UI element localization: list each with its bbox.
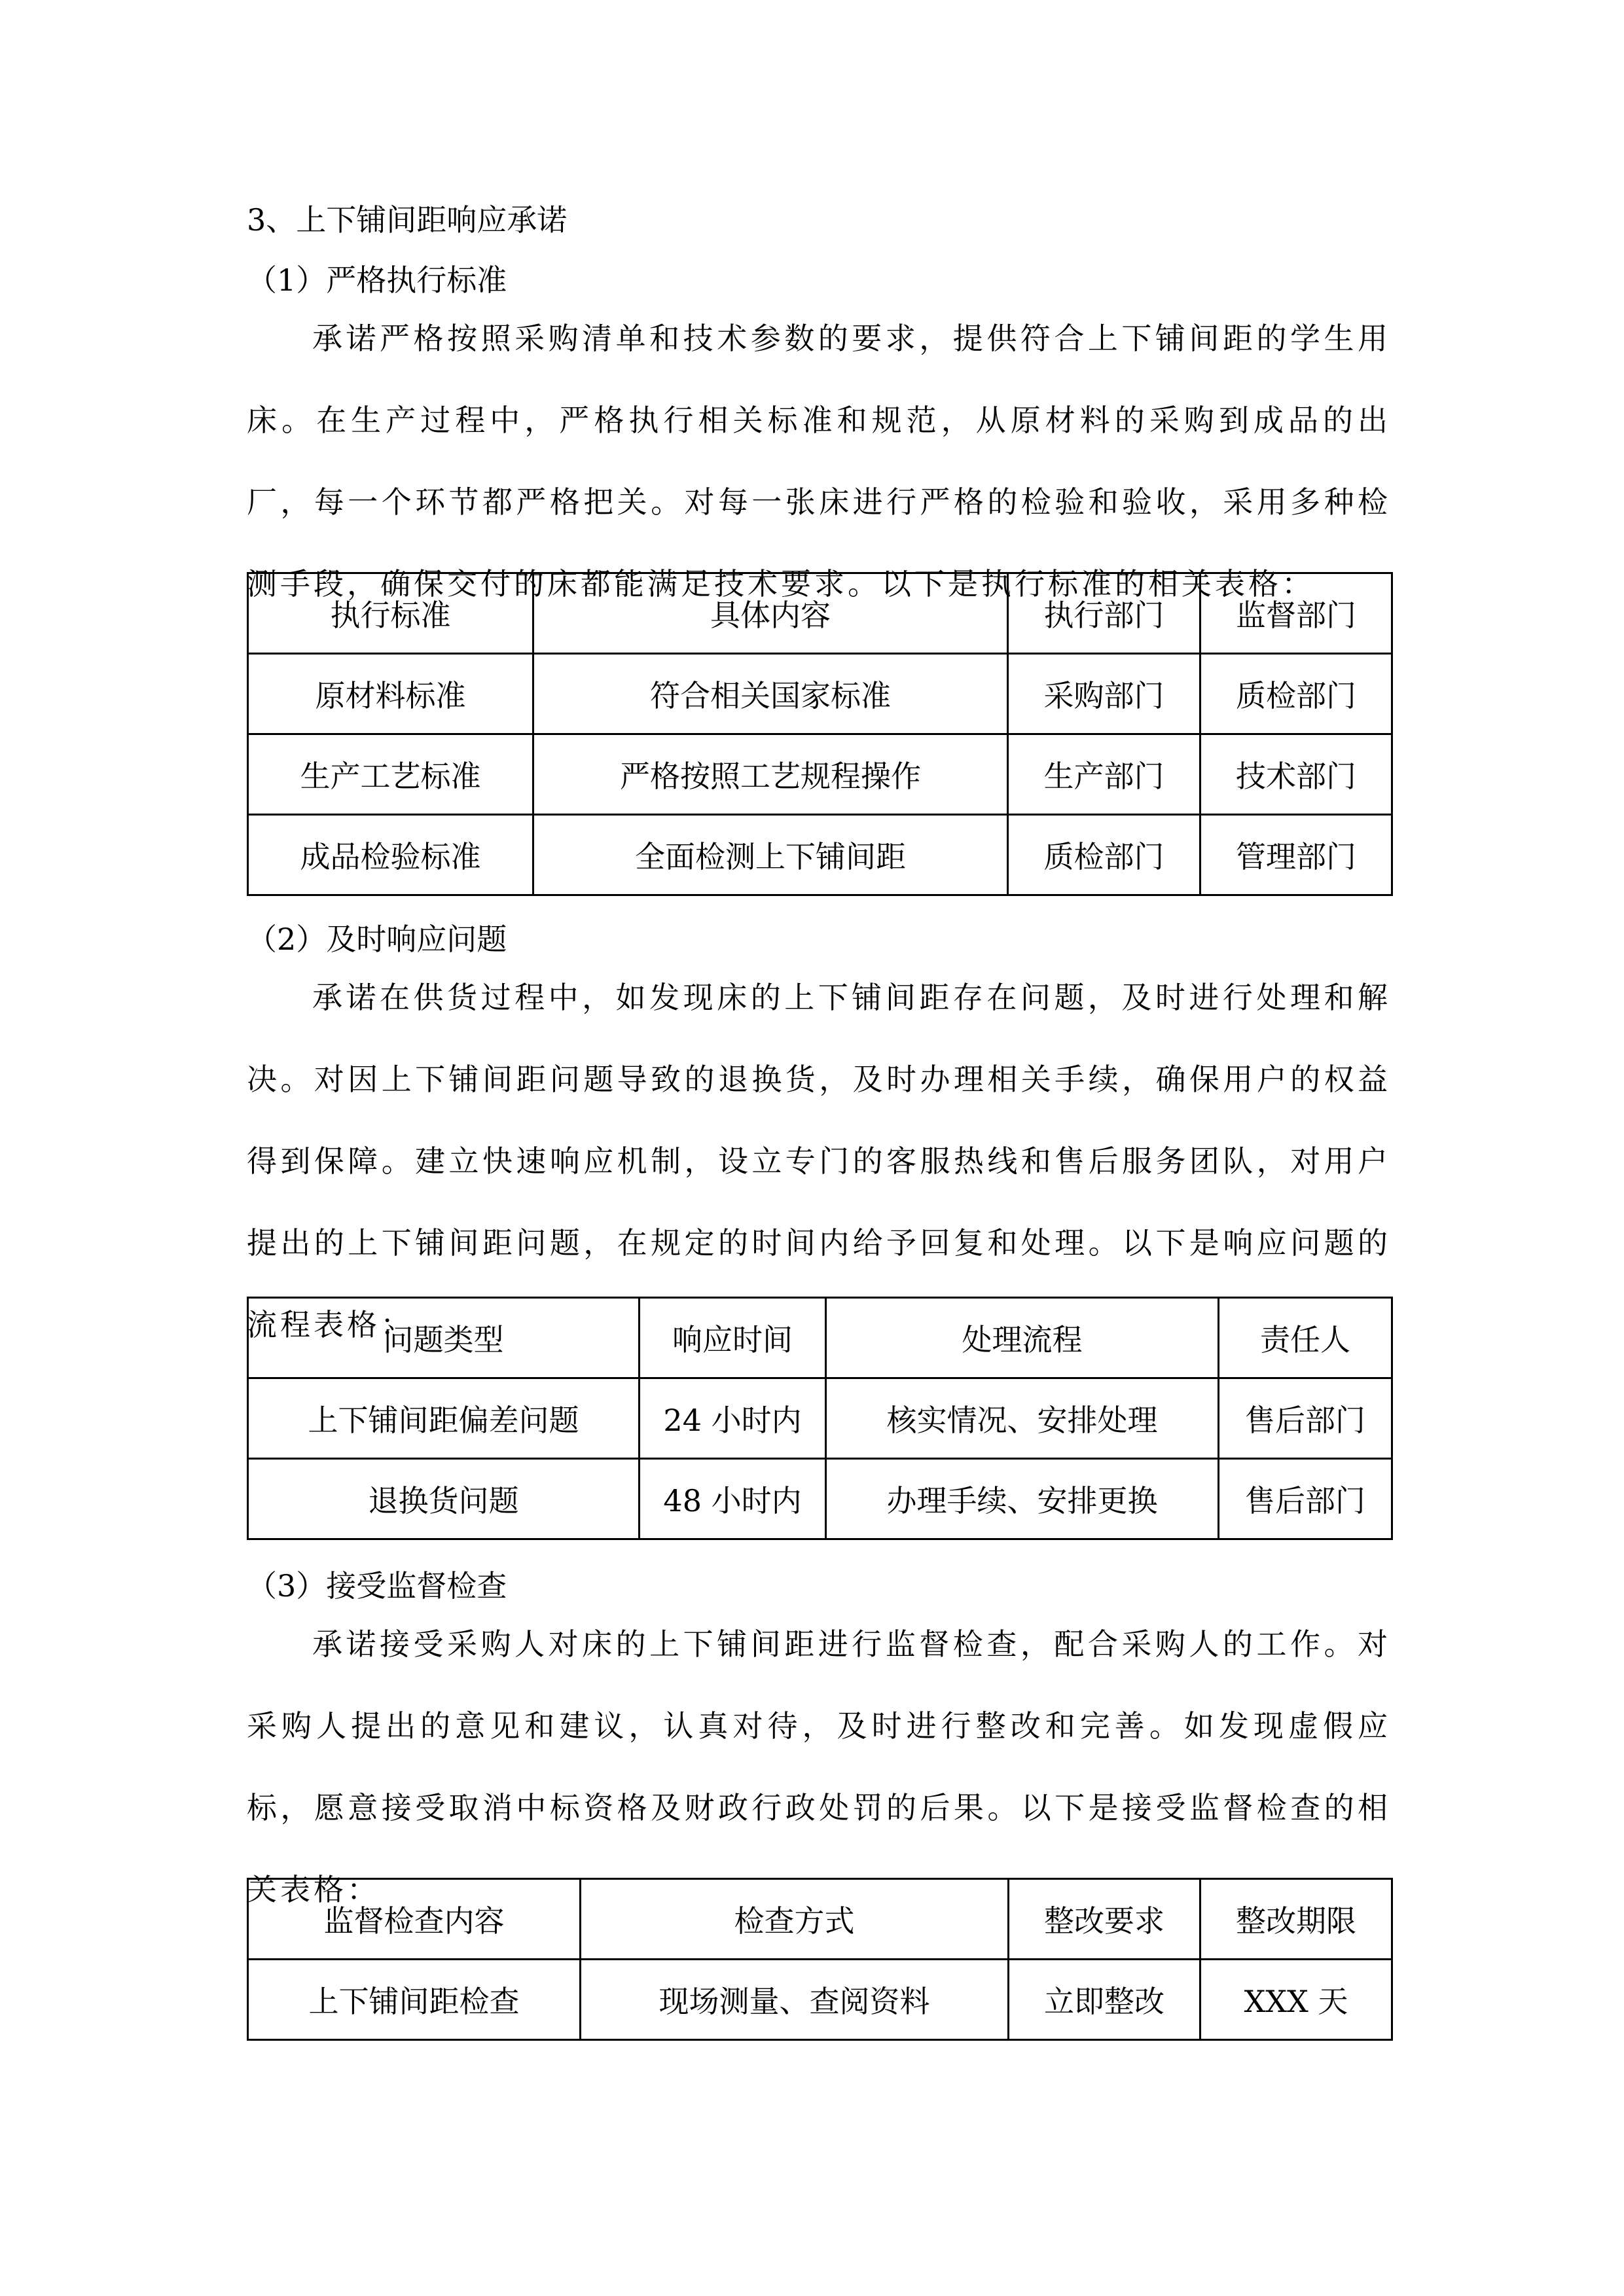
table-cell: 质检部门	[1200, 654, 1392, 734]
table-cell: 上下铺间距偏差问题	[248, 1378, 640, 1459]
table-cell: 生产工艺标准	[248, 734, 533, 815]
table-header-cell: 责任人	[1219, 1298, 1392, 1378]
table-header-cell: 响应时间	[640, 1298, 826, 1378]
table-cell: 质检部门	[1008, 815, 1200, 895]
table-header-cell: 整改要求	[1009, 1879, 1200, 1960]
table-cell: 售后部门	[1219, 1378, 1392, 1459]
table-row	[248, 1960, 1392, 2040]
table-cell: 符合相关国家标准	[533, 654, 1008, 734]
table-cell: 原材料标准	[248, 654, 533, 734]
table-header-cell: 监督检查内容	[248, 1879, 581, 1960]
table-cell: 现场测量、查阅资料	[581, 1960, 1009, 2040]
table-header-cell: 问题类型	[248, 1298, 640, 1378]
table-cell: 成品检验标准	[248, 815, 533, 895]
table-cell: 严格按照工艺规程操作	[533, 734, 1008, 815]
part2-paragraph: 承诺在供货过程中，如发现床的上下铺间距存在问题，及时进行处理和解决。对因上下铺间距问题导致的退换货，及时办理相关手续，确保用户的权益得到保障。建立快速响应机制，设立专门的客服热线和售后服务团队，对用户提出的上下铺间距问题，在规定的时间内给予回复和处理。以下是响应问题的流程表格：	[247, 980, 1391, 1342]
table-cell: 技术部门	[1200, 734, 1392, 815]
table-cell: 退换货问题	[248, 1459, 640, 1539]
table-cell: 管理部门	[1200, 815, 1392, 895]
table-header-cell: 整改期限	[1200, 1879, 1392, 1960]
table-cell: 立即整改	[1009, 1960, 1200, 2040]
part1-title: （1）严格执行标准	[247, 262, 507, 298]
table-cell: 生产部门	[1008, 734, 1200, 815]
table-header-cell: 具体内容	[533, 573, 1008, 654]
table-header-row	[248, 1298, 1392, 1378]
response-table	[247, 1297, 1393, 1540]
part3-paragraph: 承诺接受采购人对床的上下铺间距进行监督检查，配合采购人的工作。对采购人提出的意见和建议，认真对待，及时进行整改和完善。如发现虚假应标，愿意接受取消中标资格及财政行政处罚的后果。以下是接受监督检查的相关表格：	[247, 1626, 1391, 1907]
table-row	[248, 734, 1392, 815]
standards-table	[247, 572, 1393, 896]
part1-paragraph: 承诺严格按照采购清单和技术参数的要求，提供符合上下铺间距的学生用床。在生产过程中，严格执行相关标准和规范，从原材料的采购到成品的出厂，每一个环节都严格把关。对每一张床进行严格的检验和验收，采用多种检测手段，确保交付的床都能满足技术要求。以下是执行标准的相关表格：	[247, 321, 1391, 601]
section-heading: 3、上下铺间距响应承诺	[247, 202, 568, 238]
table-header-row	[248, 573, 1392, 654]
part3-title: （3）接受监督检查	[247, 1568, 507, 1604]
table-row	[248, 654, 1392, 734]
table-cell: XXX 天	[1200, 1960, 1392, 2040]
table-header-cell: 检查方式	[581, 1879, 1009, 1960]
table-row	[248, 1459, 1392, 1539]
table-row	[248, 815, 1392, 895]
table-cell: 核实情况、安排处理	[826, 1378, 1219, 1459]
table-row	[248, 1378, 1392, 1459]
table-cell: 上下铺间距检查	[248, 1960, 581, 2040]
table-cell: 售后部门	[1219, 1459, 1392, 1539]
table-cell: 48 小时内	[640, 1459, 826, 1539]
table-cell: 24 小时内	[640, 1378, 826, 1459]
supervision-table	[247, 1878, 1393, 2041]
table-header-row	[248, 1879, 1392, 1960]
part2-title: （2）及时响应问题	[247, 922, 507, 957]
table-header-cell: 监督部门	[1200, 573, 1392, 654]
table-cell: 办理手续、安排更换	[826, 1459, 1219, 1539]
table-cell: 全面检测上下铺间距	[533, 815, 1008, 895]
table-cell: 采购部门	[1008, 654, 1200, 734]
table-header-cell: 执行标准	[248, 573, 533, 654]
table-header-cell: 处理流程	[826, 1298, 1219, 1378]
table-header-cell: 执行部门	[1008, 573, 1200, 654]
